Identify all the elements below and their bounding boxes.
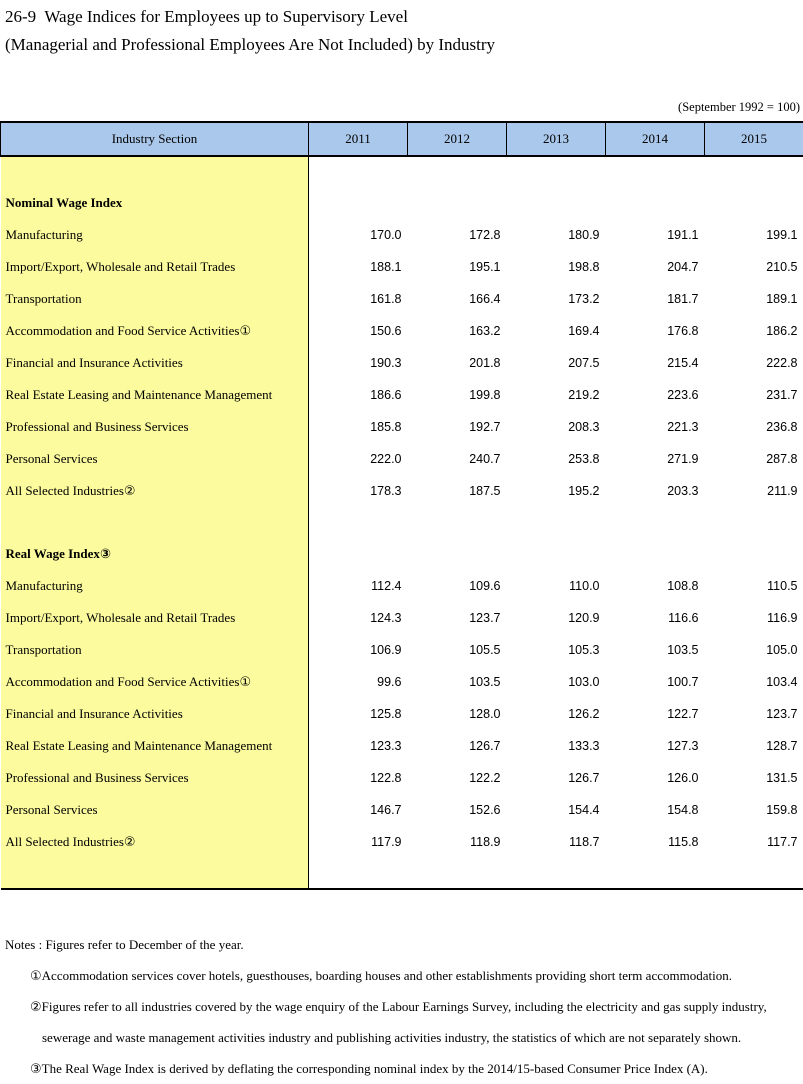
empty-value-cell [705, 187, 803, 219]
value-cell: 106.9 [309, 634, 408, 666]
value-cell: 123.3 [309, 730, 408, 762]
section-heading: Real Wage Index③ [1, 538, 309, 570]
value-cell: 116.6 [606, 602, 705, 634]
value-cell: 208.3 [507, 411, 606, 443]
value-cell: 105.0 [705, 634, 803, 666]
table-row [1, 219, 803, 251]
row-label: Financial and Insurance Activities [1, 347, 309, 379]
value-cell: 154.4 [507, 794, 606, 826]
table-row [1, 315, 803, 347]
row-label: Personal Services [1, 794, 309, 826]
row-label: Manufacturing [1, 570, 309, 602]
value-cell: 128.0 [408, 698, 507, 730]
empty-value-cell [606, 507, 705, 538]
value-cell: 186.2 [705, 315, 803, 347]
value-cell: 199.8 [408, 379, 507, 411]
value-cell: 195.1 [408, 251, 507, 283]
notes-items [0, 960, 803, 1084]
column-header-year: 2012 [408, 122, 507, 156]
table-row [1, 283, 803, 315]
row-label: Professional and Business Services [1, 411, 309, 443]
row-label: Financial and Insurance Activities [1, 698, 309, 730]
section-heading: Nominal Wage Index [1, 187, 309, 219]
empty-value-cell [408, 156, 507, 187]
value-cell: 122.7 [606, 698, 705, 730]
empty-value-cell [705, 538, 803, 570]
empty-value-cell [507, 156, 606, 187]
value-cell: 287.8 [705, 443, 803, 475]
value-cell: 198.8 [507, 251, 606, 283]
value-cell: 189.1 [705, 283, 803, 315]
empty-value-cell [309, 156, 408, 187]
value-cell: 188.1 [309, 251, 408, 283]
value-cell: 178.3 [309, 475, 408, 507]
empty-value-cell [408, 507, 507, 538]
column-header-year: 2013 [507, 122, 606, 156]
value-cell: 222.8 [705, 347, 803, 379]
table-row [1, 347, 803, 379]
value-cell: 169.4 [507, 315, 606, 347]
row-label: Real Estate Leasing and Maintenance Management [1, 379, 309, 411]
value-cell: 128.7 [705, 730, 803, 762]
note-item: ①Accommodation services cover hotels, guesthouses, boarding houses and other establishments providing short term accommodation. [0, 960, 803, 991]
note-item-continuation: sewerage and waste management activities industry and publishing activities industry, the statistics of which are not separately shown. [0, 1022, 803, 1053]
column-header-year: 2015 [705, 122, 803, 156]
empty-value-cell [606, 858, 705, 889]
value-cell: 105.3 [507, 634, 606, 666]
value-cell: 190.3 [309, 347, 408, 379]
value-cell: 221.3 [606, 411, 705, 443]
table-body [1, 156, 803, 889]
value-cell: 172.8 [408, 219, 507, 251]
value-cell: 122.2 [408, 762, 507, 794]
empty-value-cell [705, 156, 803, 187]
value-cell: 118.9 [408, 826, 507, 858]
empty-value-cell [309, 507, 408, 538]
value-cell: 222.0 [309, 443, 408, 475]
value-cell: 112.4 [309, 570, 408, 602]
value-cell: 109.6 [408, 570, 507, 602]
table-row [1, 826, 803, 858]
value-cell: 115.8 [606, 826, 705, 858]
table-row [1, 698, 803, 730]
value-cell: 127.3 [606, 730, 705, 762]
value-cell: 210.5 [705, 251, 803, 283]
value-cell: 186.6 [309, 379, 408, 411]
value-cell: 204.7 [606, 251, 705, 283]
table-row [1, 794, 803, 826]
empty-stub-cell [1, 858, 309, 889]
page-title-line-1: 26-9 Wage Indices for Employees up to Supervisory Level [5, 3, 803, 31]
value-cell: 110.5 [705, 570, 803, 602]
header-row [1, 122, 803, 156]
empty-value-cell [408, 187, 507, 219]
value-cell: 199.1 [705, 219, 803, 251]
value-cell: 180.9 [507, 219, 606, 251]
table-row [1, 634, 803, 666]
table-row [1, 251, 803, 283]
value-cell: 126.7 [507, 762, 606, 794]
empty-value-cell [606, 538, 705, 570]
value-cell: 122.8 [309, 762, 408, 794]
value-cell: 124.3 [309, 602, 408, 634]
empty-value-cell [507, 507, 606, 538]
value-cell: 201.8 [408, 347, 507, 379]
row-label: Real Estate Leasing and Maintenance Management [1, 730, 309, 762]
column-header-year: 2011 [309, 122, 408, 156]
value-cell: 123.7 [705, 698, 803, 730]
value-cell: 192.7 [408, 411, 507, 443]
value-cell: 195.2 [507, 475, 606, 507]
value-cell: 117.7 [705, 826, 803, 858]
row-label: Import/Export, Wholesale and Retail Trades [1, 251, 309, 283]
value-cell: 207.5 [507, 347, 606, 379]
table-row [1, 411, 803, 443]
value-cell: 223.6 [606, 379, 705, 411]
row-label: Manufacturing [1, 219, 309, 251]
value-cell: 176.8 [606, 315, 705, 347]
spacer-row [1, 858, 803, 889]
value-cell: 215.4 [606, 347, 705, 379]
value-cell: 117.9 [309, 826, 408, 858]
value-cell: 211.9 [705, 475, 803, 507]
value-cell: 166.4 [408, 283, 507, 315]
empty-value-cell [507, 187, 606, 219]
value-cell: 103.5 [606, 634, 705, 666]
empty-value-cell [309, 538, 408, 570]
unit-note: (September 1992 = 100) [0, 100, 800, 115]
note-item: ②Figures refer to all industries covered by the wage enquiry of the Labour Earnings Survey, including the electricity and gas supply industry, [0, 991, 803, 1022]
value-cell: 105.5 [408, 634, 507, 666]
value-cell: 154.8 [606, 794, 705, 826]
note-item: ③The Real Wage Index is derived by deflating the corresponding nominal index by the 2014/15-based Consumer Price Index (A). [0, 1053, 803, 1084]
value-cell: 118.7 [507, 826, 606, 858]
value-cell: 159.8 [705, 794, 803, 826]
row-label: Transportation [1, 634, 309, 666]
empty-stub-cell [1, 507, 309, 538]
spacer-row [1, 156, 803, 187]
column-header-year: 2014 [606, 122, 705, 156]
value-cell: 126.0 [606, 762, 705, 794]
empty-value-cell [507, 538, 606, 570]
row-label: Import/Export, Wholesale and Retail Trades [1, 602, 309, 634]
empty-value-cell [309, 187, 408, 219]
section-heading-row [1, 538, 803, 570]
value-cell: 203.3 [606, 475, 705, 507]
page-title-line-2: (Managerial and Professional Employees Are Not Included) by Industry [5, 31, 803, 59]
empty-value-cell [507, 858, 606, 889]
value-cell: 163.2 [408, 315, 507, 347]
value-cell: 185.8 [309, 411, 408, 443]
wage-index-table [0, 121, 803, 890]
empty-value-cell [408, 858, 507, 889]
page-title [0, 0, 803, 59]
empty-value-cell [606, 156, 705, 187]
value-cell: 131.5 [705, 762, 803, 794]
value-cell: 150.6 [309, 315, 408, 347]
row-label: All Selected Industries② [1, 826, 309, 858]
value-cell: 231.7 [705, 379, 803, 411]
value-cell: 187.5 [408, 475, 507, 507]
table-row [1, 666, 803, 698]
table-header [1, 122, 803, 156]
column-header-industry-section: Industry Section [1, 122, 309, 156]
value-cell: 253.8 [507, 443, 606, 475]
empty-stub-cell [1, 156, 309, 187]
value-cell: 236.8 [705, 411, 803, 443]
value-cell: 120.9 [507, 602, 606, 634]
table-row [1, 602, 803, 634]
section-heading-row [1, 187, 803, 219]
empty-value-cell [606, 187, 705, 219]
value-cell: 103.4 [705, 666, 803, 698]
value-cell: 110.0 [507, 570, 606, 602]
value-cell: 240.7 [408, 443, 507, 475]
value-cell: 123.7 [408, 602, 507, 634]
value-cell: 126.2 [507, 698, 606, 730]
value-cell: 100.7 [606, 666, 705, 698]
notes [0, 929, 803, 1084]
empty-value-cell [408, 538, 507, 570]
value-cell: 191.1 [606, 219, 705, 251]
empty-value-cell [309, 858, 408, 889]
value-cell: 146.7 [309, 794, 408, 826]
table-row [1, 379, 803, 411]
value-cell: 125.8 [309, 698, 408, 730]
table-row [1, 762, 803, 794]
table-row [1, 475, 803, 507]
value-cell: 219.2 [507, 379, 606, 411]
value-cell: 103.5 [408, 666, 507, 698]
value-cell: 99.6 [309, 666, 408, 698]
row-label: Personal Services [1, 443, 309, 475]
value-cell: 161.8 [309, 283, 408, 315]
value-cell: 170.0 [309, 219, 408, 251]
table-row [1, 443, 803, 475]
value-cell: 116.9 [705, 602, 803, 634]
table-row [1, 570, 803, 602]
row-label: Transportation [1, 283, 309, 315]
value-cell: 271.9 [606, 443, 705, 475]
row-label: All Selected Industries② [1, 475, 309, 507]
value-cell: 103.0 [507, 666, 606, 698]
spacer-row [1, 507, 803, 538]
value-cell: 108.8 [606, 570, 705, 602]
row-label: Accommodation and Food Service Activities① [1, 666, 309, 698]
notes-intro: Notes : Figures refer to December of the year. [0, 929, 803, 960]
value-cell: 173.2 [507, 283, 606, 315]
empty-value-cell [705, 507, 803, 538]
table-row [1, 730, 803, 762]
value-cell: 152.6 [408, 794, 507, 826]
empty-value-cell [705, 858, 803, 889]
row-label: Accommodation and Food Service Activities① [1, 315, 309, 347]
value-cell: 133.3 [507, 730, 606, 762]
value-cell: 181.7 [606, 283, 705, 315]
row-label: Professional and Business Services [1, 762, 309, 794]
value-cell: 126.7 [408, 730, 507, 762]
